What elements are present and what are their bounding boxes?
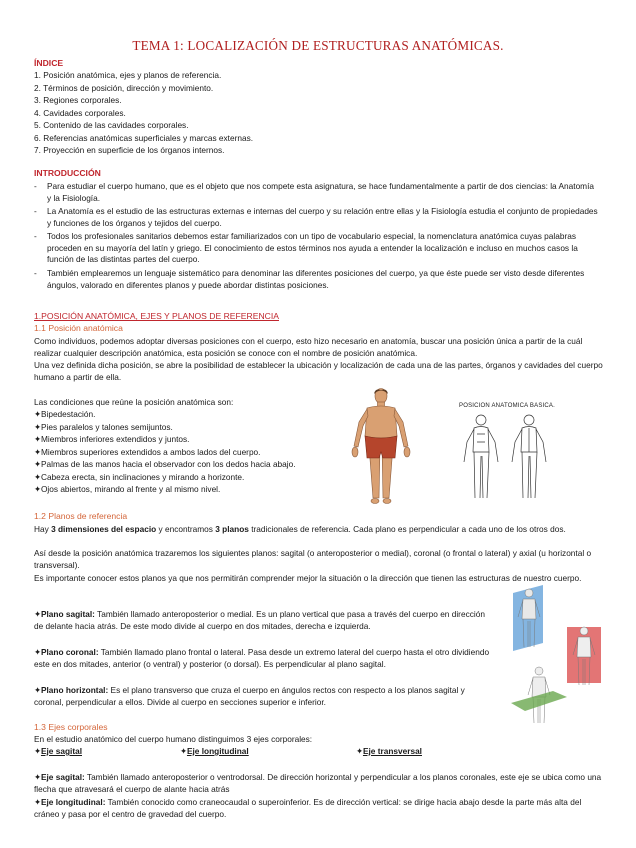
indice-item: 2. Términos de posición, dirección y movimiento.: [34, 82, 214, 93]
four-point-star-icon: ✦: [34, 446, 41, 457]
intro-bullet: - Para estudiar el cuerpo humano, que es el objeto que nos compete esta asignatura, se hace fundamentalmente a partir de dos ciencias: la Anatomía y la Fisiología.: [34, 181, 595, 203]
section-title: 1.POSICIÓN ANATÓMICA, EJES Y PLANOS DE REFERENCIA: [34, 311, 279, 321]
indice-item: 7. Proyección en superficie de los órganos internos.: [34, 145, 225, 155]
condition-item: ✦Miembros inferiores extendidos y juntos.: [34, 434, 190, 444]
indice-item: 6. Referencias anatómicas superficiales y marcas externas.: [34, 132, 254, 143]
intro-bullet: - También emplearemos un lenguaje sistemático para denominar las diferentes posiciones del cuerpo, ya que éste puede ser visto desde diferentes ángulos, valorado en diferentes planos y puede abordar distintas posiciones.: [34, 268, 585, 290]
four-point-star-icon: ✦: [34, 409, 41, 419]
dash-bullet-icon: -: [34, 206, 37, 216]
condition-item: ✦Miembros superiores extendidos a ambos lados del cuerpo.: [34, 446, 261, 457]
eje-longitudinal-paragraph: ✦Eje longitudinal: También conocido como craneocaudal o superoinferior. Es de dirección vertical: se dirige hacia abajo desde la parte más alta del cráneo y pasa por el centro de gravedad del cuerpo.: [34, 797, 582, 819]
four-point-star-icon: ✦: [34, 772, 41, 782]
plano-horizontal-paragraph: ✦Plano horizontal: Es el plano transverso que cruza el cuerpo en ángulos rectos con respecto a los planos sagital y coronal, perpendicular a ellos. Divide al cuerpo en secciones superior e inferior.: [34, 685, 465, 707]
body-planes-figures: [505, 585, 615, 725]
dash-bullet-icon: -: [34, 231, 37, 241]
ejes-intro: En el estudio anatómico del cuerpo humano distinguimos 3 ejes corporales:: [34, 734, 313, 744]
plano-sagital-paragraph: ✦Plano sagital: También llamado anteroposterior o medial. Es un plano vertical que pasa a través del cuerpo en dirección de delante hacia atrás. De este modo divide al cuerpo en dos mitades, derecha e izquierda.: [34, 609, 485, 631]
condition-item: ✦Bipedestación.: [34, 409, 96, 419]
eje-sagital-paragraph: ✦Eje sagital: También llamado anteroposterior o ventrodorsal. De dirección horizontal y perpendicular a los planos coronales, este eje se ubica como una flecha que atravesará el cuerpo de alante hacia atrás: [34, 772, 602, 794]
four-point-star-icon: ✦: [180, 746, 187, 756]
indice-item: 4. Cavidades corporales.: [34, 107, 126, 118]
four-point-star-icon: ✦: [34, 459, 41, 469]
four-point-star-icon: ✦: [34, 647, 41, 657]
paragraph: Hay 3 dimensiones del espacio y encontramos 3 planos tradicionales de referencia. Cada plano es perpendicular a cada uno de los otros dos.: [34, 524, 566, 534]
subsection-title-posicion: 1.1 Posición anatómica: [34, 323, 123, 333]
indice-heading: ÍNDICE: [34, 58, 64, 68]
eje-sagital-label: ✦Eje sagital: [34, 746, 82, 756]
four-point-star-icon: ✦: [34, 434, 41, 444]
paragraph: Como individuos, podemos adoptar diversas posiciones con el cuerpo, esto hizo necesario en anatomía, buscar una posición única a partir de la cuál realizar cualquier descripción anatómica, esta posición se conoce con el nombre de posición anatómica.: [34, 336, 583, 358]
four-point-star-icon: ✦: [34, 746, 41, 756]
paragraph: Una vez definida dicha posición, se abre la posibilidad de establecer la ubicación y localización de cada una de las partes, órganos y cavidades del cuerpo humano a partir de ella.: [34, 360, 603, 382]
condition-item: ✦Cabeza erecta, sin inclinaciones y mirando a horizonte.: [34, 471, 245, 482]
indice-item: 1. Posición anatómica, ejes y planos de referencia.: [34, 70, 222, 80]
paragraph: Es importante conocer estos planos ya que nos permitirán comprender mejor la situación o la dirección que tienen las estructuras de nuestro cuerpo.: [34, 573, 582, 583]
condition-item: ✦Ojos abiertos, mirando al frente y al mismo nivel.: [34, 484, 221, 494]
dash-bullet-icon: -: [34, 181, 37, 191]
document-title: TEMA 1: LOCALIZACIÓN DE ESTRUCTURAS ANATÓMICAS.: [132, 38, 504, 53]
indice-item: 3. Regiones corporales.: [34, 95, 122, 105]
subsection-title-ejes: 1.3 Ejes corporales: [34, 722, 108, 732]
four-point-star-icon: ✦: [34, 685, 41, 695]
intro-bullet: - Todos los profesionales sanitarios debemos estar familiarizados con un tipo de vocabulario especial, la nomenclatura anatómica cuyas palabras proceden en su mayoría del latín y griego. El conocimiento de estos términos nos ayuda a entender la localización e incluso en muchos casos la función de las distintas partes del cuerpo.: [34, 231, 578, 265]
condition-item: ✦Palmas de las manos hacia el observador con los dedos hacia abajo.: [34, 459, 296, 469]
four-point-star-icon: ✦: [34, 421, 41, 432]
subsection-title-planos: 1.2 Planos de referencia: [34, 511, 128, 521]
dash-bullet-icon: -: [34, 268, 37, 278]
indice-item: 5. Contenido de las cavidades corporales.: [34, 120, 189, 130]
anatomical-position-figure: [345, 386, 417, 508]
condition-item: ✦Pies paralelos y talones semijuntos.: [34, 421, 173, 432]
anatomical-outline-figures: [455, 412, 559, 504]
four-point-star-icon: ✦: [34, 609, 41, 619]
intro-bullet: - La Anatomía es el estudio de las estructuras externas e internas del cuerpo y su relación entre ellas y la Fisiología estudia el conjunto de propiedades y funciones de los órganos y tejidos del cuerpo.: [34, 206, 598, 228]
four-point-star-icon: ✦: [34, 797, 41, 807]
four-point-star-icon: ✦: [34, 471, 41, 482]
eje-longitudinal-label: ✦Eje longitudinal: [180, 746, 249, 756]
four-point-star-icon: ✦: [356, 746, 363, 756]
four-point-star-icon: ✦: [34, 484, 41, 494]
paragraph: Así desde la posición anatómica trazaremos los siguientes planos: sagital (o anteroposterior o medial), coronal (o frontal o lateral) y axial (u horizontal o transversal).: [34, 548, 592, 570]
plano-coronal-paragraph: ✦Plano coronal: También llamado plano frontal o lateral. Pasa desde un extremo lateral del cuerpo hasta el otro dividiendo este en dos mitades, anterior (o ventral) y posterior (o dorsal). Es perpendicular al plano sagital.: [34, 647, 490, 669]
conditions-intro: Las condiciones que reúne la posición anatómica son:: [34, 397, 234, 407]
introduccion-heading: INTRODUCCIÓN: [34, 168, 101, 178]
figure-caption: POSICION ANATOMICA BASICA.: [459, 403, 555, 409]
eje-transversal-label: ✦Eje transversal: [356, 746, 422, 756]
